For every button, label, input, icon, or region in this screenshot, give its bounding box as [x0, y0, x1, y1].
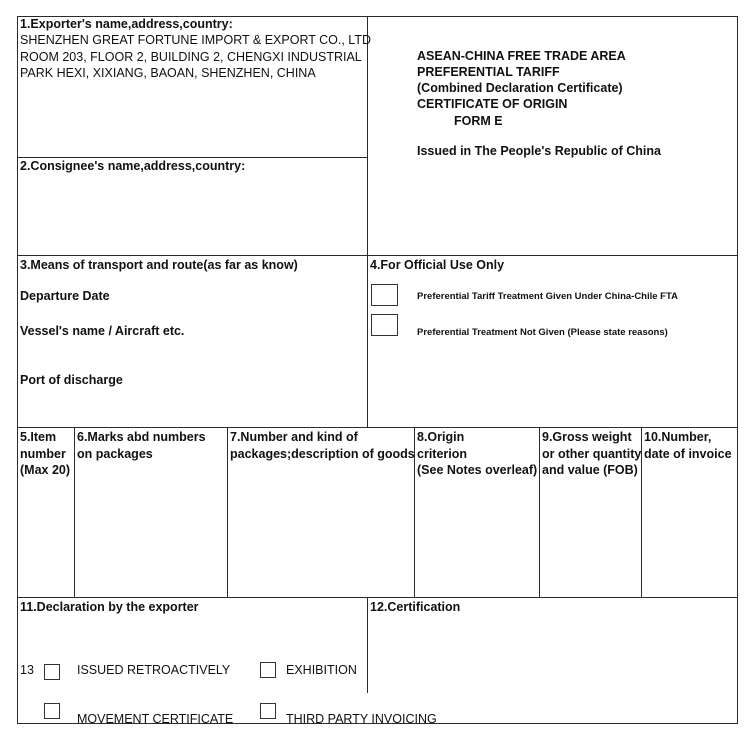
transport-label: 3.Means of transport and route(as far as know): [20, 258, 298, 272]
consignee-label: 2.Consignee's name,address,country:: [20, 159, 246, 173]
issued-retroactively-checkbox[interactable]: [44, 664, 60, 680]
preferential-not-given-label: Preferential Treatment Not Given (Please state reasons): [417, 327, 668, 338]
box13-number: 13: [20, 663, 34, 677]
border-right: [737, 16, 738, 724]
col6-line-1: 6.Marks abd numbers: [77, 430, 206, 444]
col9-line-3: and value (FOB): [542, 463, 638, 477]
vessel-label: Vessel's name / Aircraft etc.: [20, 324, 185, 338]
third-party-invoicing-checkbox[interactable]: [260, 703, 276, 719]
col-description-goods: [230, 429, 415, 462]
col-item-number: [20, 429, 70, 479]
declaration-label: 11.Declaration by the exporter: [20, 600, 199, 614]
title-line-4: CERTIFICATE OF ORIGIN: [417, 97, 568, 111]
title-line-5: FORM E: [454, 114, 503, 128]
issued-retroactively-label: ISSUED RETROACTIVELY: [77, 663, 231, 677]
exporter-line-3: PARK HEXI, XIXIANG, BAOAN, SHENZHEN, CHINA: [20, 66, 316, 80]
exporter-address: [20, 32, 371, 82]
exhibition-checkbox[interactable]: [260, 662, 276, 678]
title-line-2: PREFERENTIAL TARIFF: [417, 65, 560, 79]
col10-line-1: 10.Number,: [644, 430, 712, 444]
official-use-label: 4.For Official Use Only: [370, 258, 505, 272]
col-divider-6: [74, 427, 75, 598]
divider-mid-lower: [367, 597, 368, 693]
col-invoice: [644, 429, 732, 462]
col-divider-7: [227, 427, 228, 598]
col6-line-2: on packages: [77, 446, 153, 461]
col-divider-9: [539, 427, 540, 598]
preferential-given-checkbox[interactable]: [371, 284, 398, 306]
col-origin-criterion: [417, 429, 537, 479]
exhibition-label: EXHIBITION: [286, 663, 357, 677]
col5-line-2: number: [20, 446, 66, 461]
title-line-3: (Combined Declaration Certificate): [417, 81, 623, 95]
exporter-label: 1.Exporter's name,address,country:: [20, 17, 233, 31]
col7-line-1: 7.Number and kind of: [230, 430, 358, 444]
preferential-not-given-checkbox[interactable]: [371, 314, 398, 336]
third-party-invoicing-label: THIRD PARTY INVOICING: [286, 712, 437, 726]
col8-line-2: criterion: [417, 446, 468, 461]
col9-line-1: 9.Gross weight: [542, 430, 632, 444]
col8-line-1: 8.Origin: [417, 430, 465, 444]
col8-line-3: (See Notes overleaf): [417, 463, 538, 477]
divider-row4: [17, 597, 738, 598]
movement-certificate-label: MOVEMENT CERTIFICATE: [77, 712, 234, 726]
movement-certificate-checkbox[interactable]: [44, 703, 60, 719]
col5-line-3: (Max 20): [20, 463, 71, 477]
divider-row3: [17, 427, 738, 428]
col5-line-1: 5.Item: [20, 430, 57, 444]
title-line-1: ASEAN-CHINA FREE TRADE AREA: [417, 49, 626, 63]
col-marks-numbers: [77, 429, 206, 462]
col10-line-2: date of invoice: [644, 446, 732, 461]
preferential-given-label: Preferential Tariff Treatment Given Under China-Chile FTA: [417, 291, 678, 302]
issued-in: Issued in The People's Republic of China: [417, 144, 661, 158]
col9-line-2: or other quantity: [542, 446, 642, 461]
col-gross-weight: [542, 429, 641, 479]
exporter-line-2: ROOM 203, FLOOR 2, BUILDING 2, CHENGXI INDUSTRIAL: [20, 49, 362, 64]
certification-label: 12.Certification: [370, 600, 461, 614]
exporter-line-1: SHENZHEN GREAT FORTUNE IMPORT & EXPORT CO., LTD: [20, 33, 371, 47]
divider-row2: [17, 255, 738, 256]
border-left: [17, 16, 18, 724]
port-label: Port of discharge: [20, 373, 123, 387]
departure-date-label: Departure Date: [20, 289, 110, 303]
col7-line-2: packages;description of goods: [230, 446, 415, 461]
